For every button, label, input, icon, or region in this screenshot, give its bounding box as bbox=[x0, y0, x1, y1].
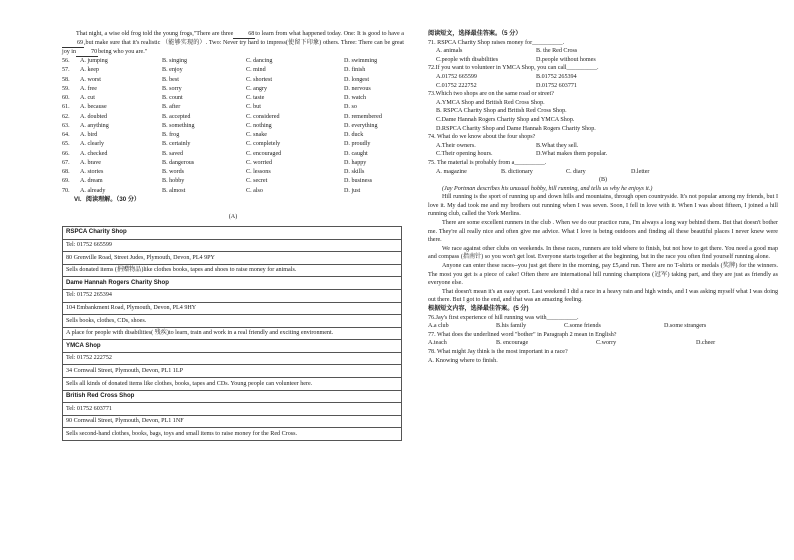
option[interactable]: B. count bbox=[162, 95, 183, 101]
option[interactable]: B. certainly bbox=[162, 141, 191, 148]
option[interactable]: C. shortest bbox=[246, 76, 273, 83]
question-77: 77. What does the underlined word "bother" in Paragraph 2 mean in English? bbox=[428, 331, 617, 338]
blank-68: 68 bbox=[233, 31, 255, 39]
option[interactable]: A. worst bbox=[80, 76, 101, 83]
blank-70: 70 bbox=[76, 49, 98, 57]
question-74: 74. What do we know about the four shops? bbox=[428, 134, 536, 141]
paragraph-2: There are some excellent runners in the club . When we do our practice runs, I'm always a long way behind them. But that doesn't bother me. They're all really nice and often give me advice. What I love is being outdoors and finding all these beautiful places I never knew were there. bbox=[428, 220, 778, 244]
option[interactable]: D.01752 603771 bbox=[536, 82, 577, 89]
right-column bbox=[428, 30, 778, 365]
shop-desc2: A place for people with disabilities( 残疾)to learn, train and work in a real friendly and exciting environment. bbox=[63, 327, 402, 340]
question-row bbox=[62, 187, 404, 196]
option[interactable]: D. caught bbox=[344, 150, 368, 157]
passage-intro: (Jay Portman describes his unusual hobby, hill running, and tells us why he enjoys it.) bbox=[442, 185, 653, 192]
option[interactable]: D. skills bbox=[344, 169, 365, 175]
option[interactable]: A. animals bbox=[436, 48, 463, 55]
option[interactable]: A. keep bbox=[80, 67, 99, 74]
option[interactable]: D. so bbox=[344, 104, 357, 111]
passage-text: That night, a wise old frog told the young frogs,"There are three bbox=[76, 31, 234, 37]
option[interactable]: A. bird bbox=[80, 132, 98, 138]
question-number: 62. bbox=[62, 113, 70, 120]
shop-name: Dame Hannah Rogers Charity Shop bbox=[63, 277, 402, 290]
reading-heading: 阅读短文，选择最佳答案。（5 分） bbox=[428, 30, 522, 37]
left-column bbox=[62, 30, 404, 441]
option[interactable]: B. RSPCA Charity Shop and British Red Cross Shop. bbox=[436, 108, 567, 115]
option[interactable]: A. because bbox=[80, 104, 107, 111]
option[interactable]: D.letter bbox=[631, 168, 650, 175]
option[interactable]: B. dictionary bbox=[501, 168, 533, 175]
option[interactable]: D. everything bbox=[344, 122, 378, 129]
option[interactable]: C. snake bbox=[246, 132, 267, 138]
option[interactable]: C. considered bbox=[246, 113, 280, 120]
shop-name: British Red Cross Shop bbox=[63, 390, 402, 403]
option[interactable]: A. checked bbox=[80, 150, 108, 157]
option[interactable]: A. clearly bbox=[80, 141, 105, 148]
option[interactable]: D.What makes them popular. bbox=[536, 151, 608, 158]
question-row bbox=[62, 150, 404, 159]
shop-desc: Sells second-hand clothes, books, bags, toys and small items to raise money for the Red Cross. bbox=[63, 428, 402, 441]
question-75: 75. The material is probably from a__________. bbox=[428, 159, 547, 166]
option[interactable]: C.worry bbox=[596, 340, 617, 347]
question-row bbox=[62, 66, 404, 75]
question-number: 68. bbox=[62, 169, 70, 175]
option[interactable]: D.some strangers bbox=[664, 323, 707, 330]
shop-addr: 104 Embankment Road, Plymouth, Devon, PL4 9HY bbox=[63, 302, 402, 315]
question-71: 71. RSPCA Charity Shop raises money for__________. bbox=[428, 39, 565, 46]
option[interactable]: D. duck bbox=[344, 132, 364, 138]
shops-table bbox=[62, 226, 402, 441]
question-number: 67. bbox=[62, 159, 70, 166]
question-78: 78. What might Jay think is the most important in a race? bbox=[428, 348, 568, 355]
option[interactable]: C. mind bbox=[246, 67, 266, 74]
reading-heading: 根据短文内容，选择最佳答案。(5 分) bbox=[428, 305, 529, 312]
paragraph-1: Hill running is the sport of running up and down hills and mountains, through open countryside. It's not popular among my friends, but I love it. My dad took me and my brothers out running when I was seven. Soon, I fell in love with it. When I was about fifteen, I joined a hill running club, called the York Merlins. bbox=[428, 194, 778, 218]
question-number: 65. bbox=[62, 141, 70, 148]
question-row bbox=[62, 94, 404, 103]
option[interactable]: C. secret bbox=[246, 178, 268, 185]
option[interactable]: B. encourage bbox=[496, 340, 529, 347]
cloze-questions bbox=[62, 57, 404, 196]
question-number: 66. bbox=[62, 150, 70, 157]
option[interactable]: A. already bbox=[80, 187, 106, 194]
question-row bbox=[62, 103, 404, 112]
question-number: 59. bbox=[62, 85, 70, 92]
option[interactable]: B. saved bbox=[162, 150, 183, 157]
option[interactable]: B. after bbox=[162, 104, 181, 111]
question-row bbox=[62, 113, 404, 122]
question-row bbox=[62, 57, 404, 66]
option[interactable]: A.01752 665599 bbox=[436, 73, 477, 80]
option[interactable]: C. also bbox=[246, 187, 263, 194]
shop-name: RSPCA Charity Shop bbox=[63, 226, 402, 239]
question-row bbox=[62, 131, 404, 140]
option[interactable]: B. best bbox=[162, 76, 179, 83]
option[interactable]: D. remembered bbox=[344, 113, 382, 120]
option[interactable]: B.his family bbox=[496, 323, 527, 330]
section-heading: VI．阅读理解。（30 分） bbox=[74, 195, 141, 203]
option[interactable]: B.What they sell. bbox=[536, 142, 579, 149]
option[interactable]: C. taste bbox=[246, 95, 265, 101]
option[interactable]: B. frog bbox=[162, 132, 180, 138]
option[interactable]: C.people with disabilities bbox=[436, 56, 499, 63]
shop-desc: Sells donated items (捐赠物品)like clothes books, tapes and shoes to raise money for animals. bbox=[63, 264, 402, 277]
question-number: 57. bbox=[62, 67, 70, 74]
shop-tel: Tel: 01752 665599 bbox=[63, 239, 402, 252]
question-73: 73.Which two shops are on the same road or street? bbox=[428, 91, 554, 98]
question-row bbox=[62, 122, 404, 131]
option[interactable]: A.Their owners. bbox=[436, 142, 476, 149]
option[interactable]: D. longest bbox=[344, 76, 370, 83]
option[interactable]: D.people without homes bbox=[536, 56, 596, 63]
blank-69: 69 bbox=[62, 40, 84, 48]
option[interactable]: D. watch bbox=[344, 95, 366, 101]
question-row bbox=[62, 159, 404, 168]
option[interactable]: D. happy bbox=[344, 159, 367, 166]
cloze-passage bbox=[62, 30, 404, 57]
option[interactable]: D. proudly bbox=[344, 141, 371, 148]
shop-name: YMCA Shop bbox=[63, 340, 402, 353]
option[interactable]: C. angry bbox=[246, 85, 267, 92]
question-number: 70. bbox=[62, 187, 70, 194]
paragraph-5: That doesn't mean it's an easy sport. Last weekend I did a race in a heavy rain and high winds, and I was asking myself what I was doing out there. But I got to the end, and that was an amazing feeling. bbox=[428, 288, 778, 304]
option[interactable]: D. finish bbox=[344, 67, 366, 74]
passage-text: to learn from what happened today. One: It is good to have a bbox=[255, 31, 405, 37]
option[interactable]: A.YMCA Shop and British Red Cross Shop. bbox=[436, 99, 545, 106]
part-b-label: (B) bbox=[598, 177, 608, 184]
option[interactable]: B. sorry bbox=[162, 85, 182, 92]
question-row bbox=[62, 177, 404, 186]
option[interactable]: B. words bbox=[162, 169, 185, 175]
option[interactable]: D.cheer bbox=[696, 340, 716, 347]
option[interactable]: D. business bbox=[344, 178, 373, 185]
shop-addr: 34 Cornwall Street, Plymouth, Devon, PL1 1LP bbox=[63, 365, 402, 378]
question-number: 58. bbox=[62, 76, 70, 83]
question-row bbox=[62, 140, 404, 149]
option[interactable]: C.Dame Hannah Rogers Charity Shop and YMCA Shop. bbox=[436, 116, 575, 123]
option[interactable]: A. brave bbox=[80, 159, 101, 166]
option[interactable]: C.Their opening hours. bbox=[436, 151, 493, 158]
option[interactable]: C.01752 222752 bbox=[436, 82, 477, 89]
option[interactable]: A.a club bbox=[428, 323, 449, 330]
option[interactable]: A. free bbox=[80, 85, 97, 92]
paragraph-4: Anyone can enter these races--you just get there in the morning, pay £5,and run. There are no T-shirts or medals (奖牌) for the winners. The most you get is a piece of cake! Often there are international hill running champions (冠军) taking part, and they are just as friendly as everyone else. bbox=[428, 263, 778, 287]
option[interactable]: C. worried bbox=[246, 159, 273, 166]
option[interactable]: C.some friends bbox=[564, 323, 601, 330]
question-72: 72.If you want to volunteer in YMCA Shop, you can call__________. bbox=[428, 65, 599, 72]
option[interactable]: C. dancing bbox=[246, 58, 273, 64]
option[interactable]: A.teach bbox=[428, 340, 447, 347]
option[interactable]: B.01752 265394 bbox=[536, 73, 577, 80]
option[interactable]: A. Knowing where to finish. bbox=[428, 357, 498, 364]
question-number: 69. bbox=[62, 178, 70, 185]
question-row bbox=[62, 76, 404, 85]
shop-desc: Sells all kinds of donated items like clothes, books, tapes and CDs. Young people can volunteer here. bbox=[63, 378, 402, 391]
option[interactable]: D. swimming bbox=[344, 58, 378, 64]
option[interactable]: C. completely bbox=[246, 141, 281, 148]
question-row bbox=[62, 85, 404, 94]
paragraph-3: We race against other clubs on weekends. In these races, runners are told where to finish, but not how to get there. You need a good map and compass (指南针) so you won't get lost. Everyone starts together at the beginning, but in the race you often find yourself running alone. bbox=[428, 245, 778, 261]
option[interactable]: B. enjoy bbox=[162, 67, 183, 74]
option[interactable]: A. stories bbox=[80, 169, 104, 175]
option[interactable]: A. anything bbox=[80, 122, 109, 129]
shop-tel: Tel: 01752 222752 bbox=[63, 352, 402, 365]
option[interactable]: C. encouraged bbox=[246, 150, 282, 157]
question-row bbox=[62, 168, 404, 177]
option[interactable]: B. dangerous bbox=[162, 159, 195, 166]
question-76: 76.Jay's first experience of hill running was with__________. bbox=[428, 314, 579, 321]
option[interactable]: D.RSPCA Charity Shop and Dame Hannah Rogers Charity Shop. bbox=[436, 125, 596, 132]
passage-text: being who you are." bbox=[98, 49, 148, 55]
option[interactable]: A. doubted bbox=[80, 113, 108, 120]
shop-tel: Tel: 01752 265394 bbox=[63, 289, 402, 302]
shop-desc: Sells books, clothes, CDs, shoes. bbox=[63, 315, 402, 328]
option[interactable]: A. jumping bbox=[80, 58, 108, 64]
option[interactable]: B. singing bbox=[162, 58, 188, 64]
shop-addr: 90 Cornwall Street, Plymouth, Devon, PL1 1NF bbox=[63, 415, 402, 428]
option[interactable]: C. diary bbox=[566, 168, 586, 175]
option[interactable]: C. but bbox=[246, 104, 261, 111]
option[interactable]: B. hobby bbox=[162, 178, 185, 185]
question-number: 60. bbox=[62, 95, 70, 101]
option[interactable]: B. the Red Cross bbox=[536, 48, 578, 55]
passage-text: ,but make sure that it's realistic （能够实现的）. Two: Never try hard to impress(使留下印象) others. Three: There can be great joy in bbox=[62, 40, 404, 55]
option[interactable]: A. cut bbox=[80, 95, 95, 101]
option[interactable]: D. just bbox=[344, 187, 361, 194]
question-number: 63. bbox=[62, 122, 70, 129]
option[interactable]: B. almost bbox=[162, 187, 186, 194]
option[interactable]: C. nothing bbox=[246, 122, 272, 129]
option[interactable]: B. accepted bbox=[162, 113, 191, 120]
question-number: 64. bbox=[62, 132, 70, 138]
option[interactable]: A. dream bbox=[80, 178, 103, 185]
part-a-label: (A) bbox=[228, 214, 238, 221]
shop-addr: 80 Grenville Road, Street Judes, Plymouth, Devon, PL4 9PY bbox=[63, 252, 402, 265]
option[interactable]: D. nervous bbox=[344, 85, 371, 92]
option[interactable]: B. something bbox=[162, 122, 195, 129]
option[interactable]: C. lessons bbox=[246, 169, 271, 175]
shop-tel: Tel: 01752 603771 bbox=[63, 403, 402, 416]
question-number: 61. bbox=[62, 104, 70, 111]
option[interactable]: A. magazine bbox=[436, 168, 467, 175]
question-number: 56. bbox=[62, 58, 70, 64]
